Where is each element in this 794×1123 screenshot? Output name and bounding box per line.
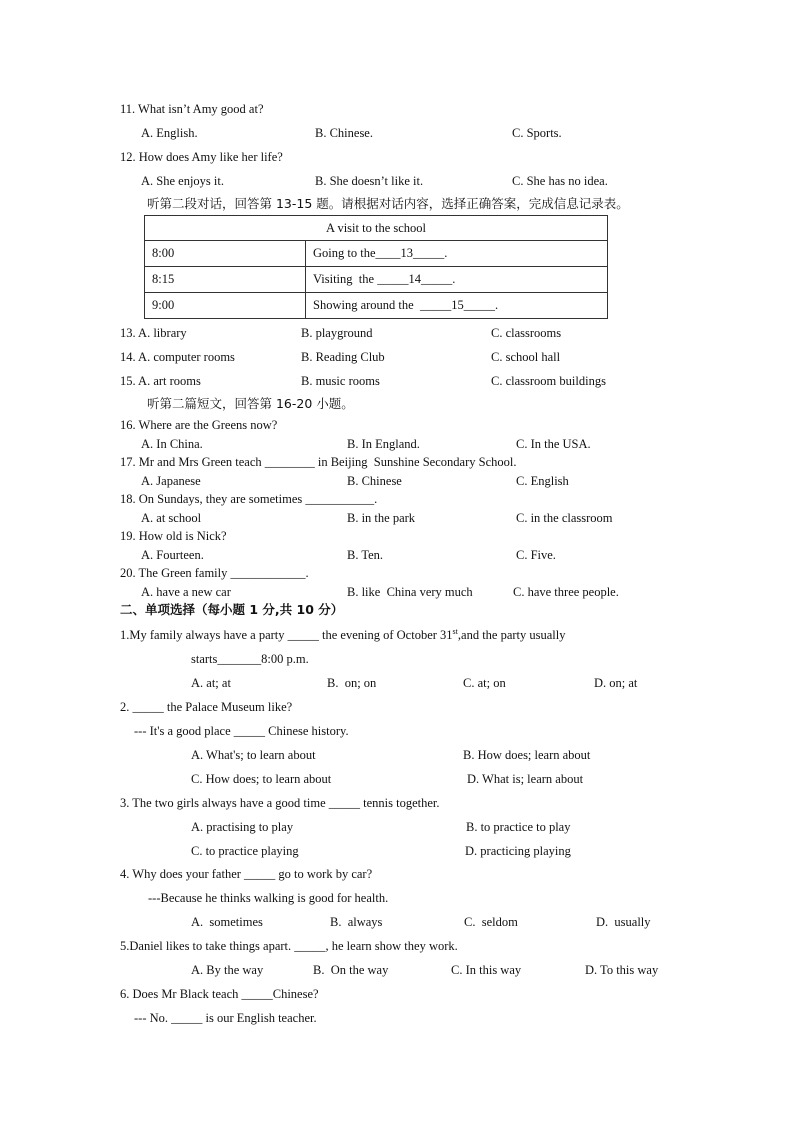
s2-question-6: 6. Does Mr Black teach _____Chinese? [120, 987, 319, 1001]
s2-q6-reply: --- No. _____ is our English teacher. [134, 1011, 317, 1025]
s2-q3-option-b: B. to practice to play [466, 820, 571, 834]
passage2-instruction: 听第二篇短文，回答第 16-20 小题。 [147, 396, 354, 411]
q19-option-c: C. Five. [516, 548, 556, 562]
s2-q1-line2: starts_______8:00 p.m. [191, 652, 309, 666]
table-title-row [145, 216, 608, 241]
s2-question-2: 2. _____ the Palace Museum like? [120, 700, 293, 714]
q18-option-c: C. in the classroom [516, 511, 613, 525]
s2-q2-option-c: C. How does; to learn about [191, 772, 332, 786]
q15-option-b: B. music rooms [301, 374, 380, 388]
table-title: A visit to the school [145, 216, 608, 241]
s2-question-1 [120, 626, 566, 642]
q15-option-c: C. classroom buildings [491, 374, 606, 388]
table-cell-activity [306, 241, 608, 267]
q17-option-c: C. English [516, 474, 569, 488]
q14-option-c: C. school hall [491, 350, 561, 364]
table-cell-time: 8:00 [145, 241, 306, 267]
s2-q3-option-d: D. practicing playing [465, 844, 571, 858]
s2-q5-option-b: B. On the way [313, 963, 389, 977]
answer-blank-13: ____13_____ [375, 246, 445, 260]
dialog2-instruction: 听第二段对话，回答第 13-15 题。请根据对话内容，选择正确答案，完成信息记录表。 [147, 196, 629, 211]
activity-suffix: . [444, 246, 448, 260]
answer-blank-14: _____14_____ [377, 272, 453, 286]
question-15: 15. A. art rooms [120, 374, 201, 388]
q12-option-c: C. She has no idea. [512, 174, 608, 188]
s2-q1-option-c: C. at; on [463, 676, 506, 690]
s2-q2-option-b: B. How does; learn about [463, 748, 591, 762]
q17-option-b: B. Chinese [347, 474, 402, 488]
s2-q2-option-d: D. What is; learn about [467, 772, 584, 786]
table-cell-time: 9:00 [145, 293, 306, 319]
s2-q5-option-c: C. In this way [451, 963, 522, 977]
q13-option-b: B. playground [301, 326, 373, 340]
s2-q1-option-d: D. on; at [594, 676, 638, 690]
s2-q4-option-a: A. sometimes [191, 915, 263, 929]
question-11: 11. What isn’t Amy good at? [120, 102, 264, 116]
s2-q5-option-d: D. To this way [585, 963, 659, 977]
s2-q4-option-b: B. always [330, 915, 383, 929]
activity-suffix: . [494, 298, 499, 312]
section2-heading: 二、单项选择（每小题 1 分,共 10 分） [120, 602, 344, 617]
q11-option-c: C. Sports. [512, 126, 562, 140]
table-row [145, 267, 608, 293]
s2-q1-text-end: ,and the party usually [457, 628, 566, 642]
activity-text: Showing around the [313, 298, 420, 312]
s2-q4-option-c: C. seldom [464, 915, 518, 929]
question-13: 13. A. library [120, 326, 187, 340]
s2-question-4: 4. Why does your father _____ go to work by car? [120, 867, 373, 881]
activity-text: Going to the [313, 246, 376, 260]
s2-q2-option-a: A. What's; to learn about [191, 748, 316, 762]
s2-q3-option-a: A. practising to play [191, 820, 294, 834]
question-19: 19. How old is Nick? [120, 529, 227, 543]
s2-question-5: 5.Daniel likes to take things apart. _____, he learn show they work. [120, 939, 458, 953]
q13-option-c: C. classrooms [491, 326, 562, 340]
question-16: 16. Where are the Greens now? [120, 418, 278, 432]
q19-option-b: B. Ten. [347, 548, 384, 562]
q11-option-b: B. Chinese. [315, 126, 373, 140]
activity-suffix: . [452, 272, 456, 286]
table-row [145, 241, 608, 267]
s2-q5-option-a: A. By the way [191, 963, 264, 977]
q16-option-b: B. In England. [347, 437, 420, 451]
s2-q1-option-b: B. on; on [327, 676, 377, 690]
q19-option-a: A. Fourteen. [141, 548, 204, 562]
s2-q2-reply: --- It's a good place _____ Chinese history. [134, 724, 349, 738]
table-cell-activity [306, 267, 608, 293]
q12-option-b: B. She doesn’t like it. [315, 174, 424, 188]
q11-option-a: A. English. [141, 126, 198, 140]
s2-q1-text: 1.My family always have a party _____ the evening of October 31 [120, 628, 453, 642]
s2-q1-option-a: A. at; at [191, 676, 231, 690]
answer-blank-15: _____15_____ [419, 298, 495, 312]
q18-option-a: A. at school [141, 511, 202, 525]
question-20: 20. The Green family ____________. [120, 566, 309, 580]
q12-option-a: A. She enjoys it. [141, 174, 224, 188]
q14-option-b: B. Reading Club [301, 350, 385, 364]
s2-q3-option-c: C. to practice playing [191, 844, 299, 858]
q17-option-a: A. Japanese [141, 474, 201, 488]
q20-option-a: A. have a new car [141, 585, 231, 599]
s2-q4-reply: ---Because he thinks walking is good for health. [148, 891, 389, 905]
visit-info-table [144, 215, 608, 319]
s2-q1-superscript: st [452, 626, 458, 636]
table-cell-time: 8:15 [145, 267, 306, 293]
question-18: 18. On Sundays, they are sometimes ___________. [120, 492, 378, 506]
q16-option-c: C. In the USA. [516, 437, 591, 451]
s2-q4-option-d: D. usually [596, 915, 651, 929]
question-12: 12. How does Amy like her life? [120, 150, 283, 164]
q20-option-b: B. like China very much [347, 585, 473, 599]
question-14: 14. A. computer rooms [120, 350, 235, 364]
activity-text: Visiting the [313, 272, 378, 286]
q20-option-c: C. have three people. [513, 585, 619, 599]
table-cell-activity [306, 293, 608, 319]
table-row [145, 293, 608, 319]
q18-option-b: B. in the park [347, 511, 416, 525]
question-17: 17. Mr and Mrs Green teach ________ in Beijing Sunshine Secondary School. [120, 455, 517, 469]
q16-option-a: A. In China. [141, 437, 203, 451]
s2-question-3: 3. The two girls always have a good time _____ tennis together. [120, 796, 440, 810]
